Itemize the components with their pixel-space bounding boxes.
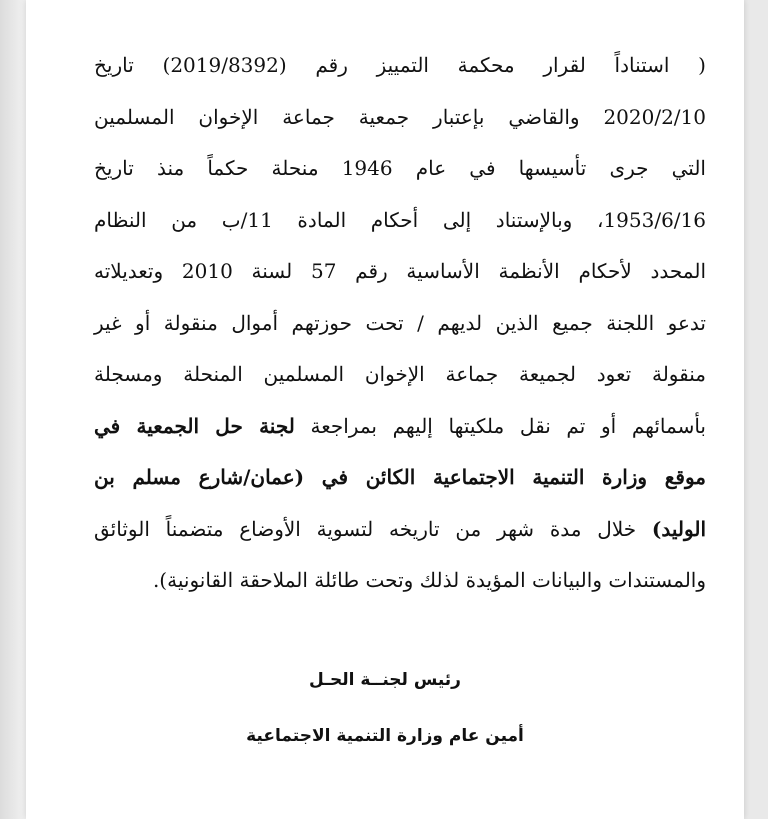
text-segment: منقولة تعود لجميعة جماعة الإخوان المسلمين المنحلة ومسجلة	[94, 362, 706, 386]
text-line	[94, 246, 706, 298]
bold-text-segment: لجنة حل الجمعية في	[94, 413, 295, 438]
text-segment: التي جرى تأسيسها في عام 1946 منحلة حكماً منذ تاريخ	[94, 156, 706, 180]
text-line	[94, 349, 706, 401]
text-line	[94, 92, 706, 144]
text-segment: والمستندات والبيانات المؤيدة لذلك وتحت طائلة الملاحقة القانونية).	[152, 568, 706, 592]
text-segment: بأسمائهم أو تم نقل ملكيتها إليهم بمراجعة	[294, 413, 707, 438]
text-line	[94, 504, 706, 556]
text-segment: تدعو اللجنة جميع الذين لديهم / تحت حوزتهم أموال منقولة أو غير	[94, 310, 706, 335]
text-segment: 2020/2/10 والقاضي بإعتبار جمعية جماعة الإخوان المسلمين	[94, 104, 706, 129]
text-segment: خلال مدة شهر من تاريخه لتسوية الأوضاع متضمناً الوثائق	[94, 516, 652, 541]
document-page	[26, 0, 744, 819]
text-segment: ( استناداً لقرار محكمة التمييز رقم (2019/8392) تاريخ	[94, 53, 706, 77]
text-segment: 1953/6/16، وبالإستناد إلى أحكام المادة 11/ب من النظام	[94, 207, 706, 232]
bold-text-segment: الوليد)	[651, 516, 706, 541]
text-line	[94, 452, 706, 504]
text-line	[94, 555, 706, 607]
text-line	[94, 195, 706, 247]
text-segment: المحدد لأحكام الأنظمة الأساسية رقم 57 لسنة 2010 وتعديلاته	[94, 259, 706, 283]
announcement-body	[94, 40, 706, 607]
signature-name: أمين عام وزارة التنمية الاجتماعية	[246, 726, 524, 746]
text-line	[94, 298, 706, 350]
bold-text-segment: موقع وزارة التنمية الاجتماعية الكائن في (عمان/شارع مسلم بن	[94, 465, 706, 489]
text-line	[94, 143, 706, 195]
text-line	[94, 40, 706, 92]
signature-title: رئيس لجنــة الحـل	[309, 670, 461, 690]
page-edge-shadow	[0, 0, 26, 819]
text-line	[94, 401, 706, 453]
